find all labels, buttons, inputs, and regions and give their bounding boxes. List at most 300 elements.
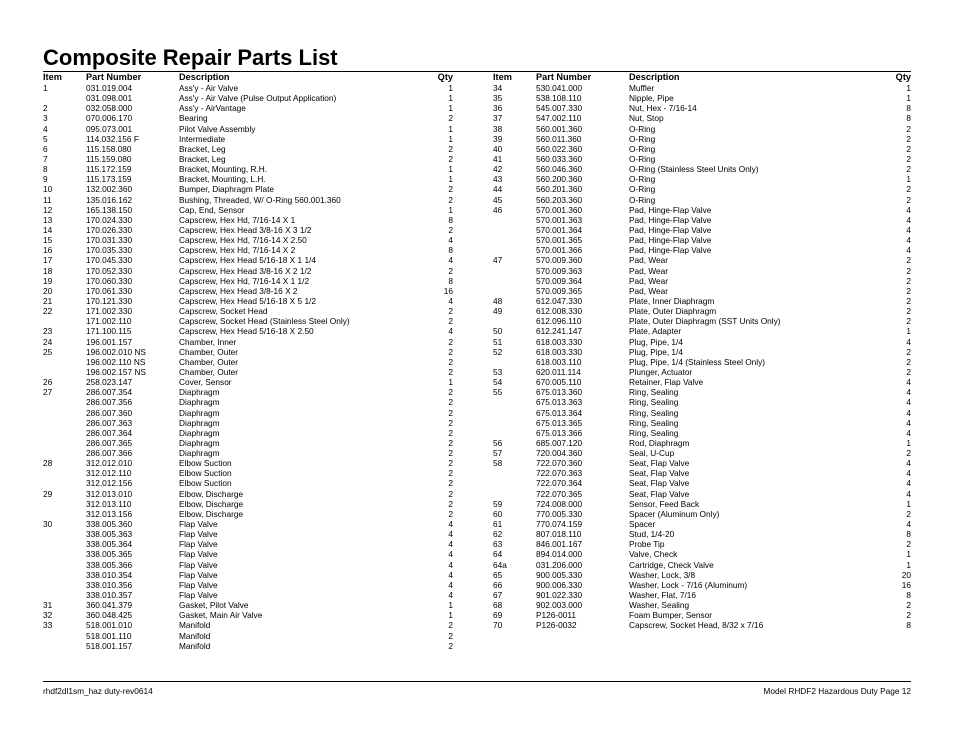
cell-item: 2 — [43, 103, 48, 114]
cell-part-number: 538.108.110 — [536, 93, 582, 104]
table-row — [43, 154, 453, 164]
cell-item: 1 — [43, 83, 48, 93]
cell-qty: 2 — [906, 255, 911, 266]
table-row — [493, 387, 911, 397]
cell-part-number: 135.016.162 — [86, 194, 133, 205]
cell-description: Capscrew, Hex Hd, 7/16-14 X 1 1/2 — [179, 275, 310, 286]
cell-part-number: 560.046.360 — [536, 164, 583, 175]
cell-qty: 1 — [906, 83, 911, 93]
cell-part-number: 901.022.330 — [536, 590, 583, 601]
header-qty: Qty — [895, 72, 911, 82]
cell-part-number: 196.002.110 NS — [86, 356, 146, 367]
cell-part-number: 560.200.360 — [536, 174, 583, 185]
cell-part-number: 196.001.157 — [86, 336, 133, 347]
cell-part-number: 846.001.167 — [536, 539, 583, 550]
cell-qty: 4 — [448, 569, 453, 580]
cell-qty: 8 — [906, 590, 911, 601]
cell-item: 25 — [43, 346, 53, 357]
table-row — [43, 600, 453, 610]
cell-item: 36 — [493, 103, 503, 114]
cell-qty: 2 — [906, 133, 911, 144]
table-row — [43, 539, 453, 549]
cell-description: O-Ring — [629, 123, 656, 134]
header-qty: Qty — [437, 72, 453, 82]
table-row — [493, 347, 911, 357]
cell-qty: 4 — [906, 336, 911, 347]
cell-description: Ass'y - AirVantage — [179, 103, 246, 114]
cell-qty: 4 — [906, 488, 911, 499]
table-row — [493, 570, 911, 580]
cell-qty: 2 — [906, 164, 911, 175]
cell-qty: 4 — [906, 204, 911, 215]
cell-qty: 20 — [901, 569, 911, 580]
cell-part-number: 171.100.115 — [86, 326, 132, 337]
cell-qty: 1 — [448, 377, 453, 388]
table-row — [43, 174, 453, 184]
cell-qty: 2 — [448, 508, 453, 519]
cell-part-number: 170.045.330 — [86, 255, 133, 266]
cell-description: Capscrew, Socket Head, 8/32 x 7/16 — [629, 620, 764, 631]
cell-part-number: 312.013.156 — [86, 508, 133, 519]
cell-description: Flap Valve — [179, 579, 218, 590]
cell-part-number: P126-0032 — [536, 620, 577, 631]
table-row — [493, 539, 911, 549]
cell-description: Seat, Flap Valve — [629, 468, 690, 479]
cell-part-number: 902.003.000 — [536, 600, 583, 611]
cell-description: Retainer, Flap Valve — [629, 377, 704, 388]
table-row — [493, 245, 911, 255]
cell-qty: 4 — [906, 468, 911, 479]
cell-part-number: 170.060.330 — [86, 275, 133, 286]
cell-qty: 2 — [448, 417, 453, 428]
cell-qty: 2 — [448, 356, 453, 367]
header-description: Description — [179, 72, 230, 82]
cell-description: Manifold — [179, 620, 211, 631]
cell-qty: 2 — [448, 397, 453, 408]
header-part-number: Part Number — [86, 72, 142, 82]
cell-item: 64a — [493, 559, 507, 570]
cell-part-number: 560.201.360 — [536, 184, 583, 195]
table-row — [43, 408, 453, 418]
cell-qty: 4 — [448, 590, 453, 601]
cell-part-number: 570.009.364 — [536, 275, 583, 286]
cell-part-number: 170.024.330 — [86, 214, 133, 225]
cell-description: Spacer — [629, 519, 656, 530]
cell-part-number: 720.004.360 — [536, 448, 583, 459]
cell-qty: 2 — [906, 366, 911, 377]
cell-description: Capscrew, Hex Head 5/16-18 X 5 1/2 — [179, 295, 316, 306]
cell-qty: 1 — [448, 204, 453, 215]
cell-qty: 4 — [448, 539, 453, 550]
cell-qty: 2 — [906, 600, 911, 611]
cell-item: 44 — [493, 184, 503, 195]
table-row — [43, 205, 453, 215]
cell-item: 47 — [493, 255, 503, 266]
cell-item: 62 — [493, 529, 503, 540]
table-row — [493, 600, 911, 610]
table-row — [493, 357, 911, 367]
table-row — [43, 184, 453, 194]
cell-part-number: 338.005.363 — [86, 529, 133, 540]
cell-part-number: 312.012.010 — [86, 458, 133, 469]
cell-qty: 4 — [906, 427, 911, 438]
cell-description: Bumper, Diaphragm Plate — [179, 184, 275, 195]
cell-part-number: 900.006.330 — [536, 579, 583, 590]
cell-description: Probe Tip — [629, 539, 665, 550]
cell-qty: 4 — [448, 579, 453, 590]
table-row — [493, 519, 911, 529]
table-row — [43, 478, 453, 488]
cell-part-number: 518.001.110 — [86, 630, 132, 641]
cell-qty: 1 — [906, 174, 911, 185]
cell-item: 57 — [493, 448, 503, 459]
table-row — [493, 397, 911, 407]
cell-item: 13 — [43, 214, 53, 225]
cell-qty: 1 — [906, 437, 911, 448]
cell-qty: 1 — [448, 174, 453, 185]
table-row — [493, 103, 911, 113]
cell-description: Elbow Suction — [179, 478, 232, 489]
cell-part-number: 258.023.147 — [86, 377, 133, 388]
cell-description: Diaphragm — [179, 427, 220, 438]
cell-part-number: 132.002.360 — [86, 184, 133, 195]
cell-item: 4 — [43, 123, 48, 134]
cell-description: Rod, Diaphragm — [629, 437, 690, 448]
cell-qty: 2 — [448, 336, 453, 347]
table-row — [493, 326, 911, 336]
cell-part-number: 286.007.365 — [86, 437, 133, 448]
cell-description: Elbow Suction — [179, 458, 232, 469]
cell-qty: 2 — [448, 316, 453, 327]
cell-part-number: 338.005.366 — [86, 559, 133, 570]
cell-qty: 2 — [448, 153, 453, 164]
cell-description: Ass'y - Air Valve — [179, 83, 239, 93]
cell-part-number: 115.158.080 — [86, 143, 132, 154]
cell-item: 28 — [43, 458, 53, 469]
cell-part-number: 286.007.363 — [86, 417, 133, 428]
table-row — [493, 286, 911, 296]
cell-description: Manifold — [179, 630, 211, 641]
cell-item: 39 — [493, 133, 503, 144]
cell-description: Elbow, Discharge — [179, 498, 244, 509]
cell-item: 32 — [43, 610, 53, 621]
cell-item: 66 — [493, 579, 503, 590]
cell-qty: 4 — [906, 407, 911, 418]
cell-part-number: 675.013.366 — [536, 427, 583, 438]
table-row — [493, 367, 911, 377]
cell-qty: 4 — [448, 255, 453, 266]
cell-qty: 2 — [906, 295, 911, 306]
table-row — [43, 529, 453, 539]
table-row — [43, 519, 453, 529]
cell-qty: 4 — [448, 326, 453, 337]
cell-qty: 2 — [448, 448, 453, 459]
table-row — [493, 255, 911, 265]
cell-qty: 4 — [906, 377, 911, 388]
cell-item: 5 — [43, 133, 48, 144]
cell-qty: 2 — [448, 498, 453, 509]
table-row — [493, 134, 911, 144]
cell-description: Capscrew, Hex Hd, 7/16-14 X 2 — [179, 245, 296, 256]
cell-description: Ring, Sealing — [629, 407, 679, 418]
table-row — [43, 458, 453, 468]
cell-part-number: 894.014.000 — [536, 549, 583, 560]
cell-description: Chamber, Inner — [179, 336, 237, 347]
parts-table-left — [43, 72, 453, 651]
cell-qty: 4 — [906, 224, 911, 235]
cell-part-number: 560.033.360 — [536, 153, 583, 164]
cell-part-number: 722.070.365 — [536, 488, 583, 499]
cell-item: 22 — [43, 306, 53, 317]
cell-item: 20 — [43, 285, 53, 296]
table-row — [43, 438, 453, 448]
cell-qty: 4 — [906, 478, 911, 489]
cell-part-number: 570.009.363 — [536, 265, 583, 276]
header-item: Item — [493, 72, 512, 82]
table-row — [43, 549, 453, 559]
table-row — [493, 509, 911, 519]
cell-qty: 16 — [901, 579, 911, 590]
cell-part-number: 722.070.360 — [536, 458, 583, 469]
cell-description: Foam Bumper, Sensor — [629, 610, 713, 621]
cell-qty: 4 — [906, 214, 911, 225]
cell-part-number: 032.058.000 — [86, 103, 133, 114]
cell-qty: 4 — [906, 417, 911, 428]
cell-qty: 1 — [448, 164, 453, 175]
cell-description: Diaphragm — [179, 397, 220, 408]
cell-part-number: 338.005.365 — [86, 549, 133, 560]
cell-qty: 2 — [448, 143, 453, 154]
cell-item: 12 — [43, 204, 53, 215]
cell-description: Bracket, Mounting, L.H. — [179, 174, 266, 185]
cell-qty: 1 — [906, 326, 911, 337]
cell-description: Pad, Hinge-Flap Valve — [629, 204, 712, 215]
cell-item: 7 — [43, 153, 48, 164]
footer-doc-id: rhdf2dl1sm_haz duty-rev0614 — [43, 686, 153, 696]
cell-item: 45 — [493, 194, 503, 205]
cell-part-number: 312.012.110 — [86, 468, 132, 479]
cell-description: Sensor, Feed Back — [629, 498, 700, 509]
table-row — [43, 489, 453, 499]
cell-description: Seal, U-Cup — [629, 448, 675, 459]
table-row — [493, 144, 911, 154]
cell-description: Elbow Suction — [179, 468, 232, 479]
cell-part-number: 031.206.000 — [536, 559, 583, 570]
cell-part-number: 670.005.110 — [536, 377, 582, 388]
table-row — [43, 266, 453, 276]
table-row — [493, 184, 911, 194]
cell-description: Pad, Hinge-Flap Valve — [629, 224, 712, 235]
table-row — [493, 83, 911, 93]
cell-description: Gasket, Pilot Valve — [179, 600, 249, 611]
table-row — [493, 235, 911, 245]
table-row — [43, 428, 453, 438]
cell-description: Capscrew, Hex Head 5/16-18 X 1 1/4 — [179, 255, 316, 266]
cell-description: Elbow, Discharge — [179, 488, 244, 499]
table-row — [43, 387, 453, 397]
cell-description: Capscrew, Hex Head 3/8-16 X 3 1/2 — [179, 224, 312, 235]
cell-description: Capscrew, Socket Head (Stainless Steel Only) — [179, 316, 350, 327]
cell-qty: 2 — [448, 346, 453, 357]
table-row — [43, 367, 453, 377]
cell-part-number: 618.003.110 — [536, 356, 582, 367]
cell-item: 69 — [493, 610, 503, 621]
cell-item: 15 — [43, 235, 53, 246]
cell-qty: 2 — [448, 113, 453, 124]
cell-description: Plunger, Actuator — [629, 366, 693, 377]
cell-qty: 2 — [448, 366, 453, 377]
table-row — [493, 337, 911, 347]
cell-part-number: 360.048.425 — [86, 610, 133, 621]
cell-description: Bracket, Leg — [179, 153, 226, 164]
header-item: Item — [43, 72, 62, 82]
cell-qty: 1 — [448, 600, 453, 611]
cell-part-number: 675.013.365 — [536, 417, 583, 428]
table-row — [493, 499, 911, 509]
cell-description: Pad, Wear — [629, 265, 669, 276]
cell-part-number: 545.007.330 — [536, 103, 583, 114]
cell-item: 49 — [493, 306, 503, 317]
cell-part-number: 675.013.364 — [536, 407, 583, 418]
table-row — [493, 468, 911, 478]
cell-qty: 4 — [448, 529, 453, 540]
cell-description: O-Ring — [629, 143, 656, 154]
cell-description: Plug, Pipe, 1/4 — [629, 346, 683, 357]
cell-part-number: 170.035.330 — [86, 245, 133, 256]
table-row — [493, 610, 911, 620]
cell-qty: 2 — [448, 224, 453, 235]
cell-description: Chamber, Outer — [179, 356, 239, 367]
cell-part-number: 570.001.363 — [536, 214, 583, 225]
cell-part-number: 165.138.150 — [86, 204, 133, 215]
cell-item: 14 — [43, 224, 53, 235]
cell-part-number: 115.173.159 — [86, 174, 132, 185]
table-row — [493, 489, 911, 499]
table-row — [43, 326, 453, 336]
table-row — [43, 499, 453, 509]
cell-description: Pad, Wear — [629, 285, 669, 296]
cell-part-number: 286.007.360 — [86, 407, 133, 418]
cell-qty: 4 — [906, 519, 911, 530]
cell-qty: 2 — [906, 610, 911, 621]
cell-description: Pad, Wear — [629, 255, 669, 266]
cell-qty: 1 — [906, 559, 911, 570]
cell-item: 50 — [493, 326, 503, 337]
cell-part-number: 807.018.110 — [536, 529, 582, 540]
cell-description: Pad, Hinge-Flap Valve — [629, 245, 712, 256]
cell-part-number: 170.031.330 — [86, 235, 133, 246]
table-row — [493, 590, 911, 600]
cell-item: 24 — [43, 336, 53, 347]
cell-description: Intermediate — [179, 133, 226, 144]
cell-description: Plate, Inner Diaphragm — [629, 295, 715, 306]
table-row — [43, 296, 453, 306]
cell-qty: 4 — [448, 235, 453, 246]
footer-rule — [43, 681, 911, 682]
table-row — [493, 174, 911, 184]
cell-qty: 2 — [906, 184, 911, 195]
cell-description: Manifold — [179, 640, 211, 651]
cell-description: Capscrew, Hex Head 3/8-16 X 2 — [179, 285, 298, 296]
cell-qty: 2 — [448, 488, 453, 499]
cell-item: 42 — [493, 164, 503, 175]
cell-item: 61 — [493, 519, 503, 530]
parts-table-right — [493, 72, 911, 631]
table-row — [493, 448, 911, 458]
cell-description: Chamber, Outer — [179, 346, 239, 357]
cell-part-number: 570.001.364 — [536, 224, 583, 235]
cell-description: Ass'y - Air Valve (Pulse Output Application) — [179, 93, 337, 104]
cell-part-number: 171.002.330 — [86, 306, 133, 317]
table-row — [493, 225, 911, 235]
cell-part-number: 570.001.360 — [536, 204, 583, 215]
cell-part-number: 171.002.110 — [86, 316, 132, 327]
cell-qty: 2 — [906, 275, 911, 286]
cell-qty: 4 — [906, 235, 911, 246]
cell-item: 67 — [493, 590, 503, 601]
cell-description: Flap Valve — [179, 569, 218, 580]
cell-part-number: 518.001.157 — [86, 640, 133, 651]
table-row — [43, 93, 453, 103]
table-row — [43, 377, 453, 387]
cell-item: 35 — [493, 93, 503, 104]
cell-part-number: 560.022.360 — [536, 143, 583, 154]
table-row — [493, 154, 911, 164]
table-row — [43, 641, 453, 651]
cell-item: 6 — [43, 143, 48, 154]
table-row — [43, 418, 453, 428]
cell-description: Valve, Check — [629, 549, 678, 560]
cell-part-number: 170.026.330 — [86, 224, 133, 235]
cell-description: Flap Valve — [179, 559, 218, 570]
table-row — [43, 235, 453, 245]
cell-item: 51 — [493, 336, 503, 347]
cell-item: 60 — [493, 508, 503, 519]
cell-description: O-Ring (Stainless Steel Units Only) — [629, 164, 759, 175]
table-row — [493, 458, 911, 468]
cell-description: Bearing — [179, 113, 208, 124]
cell-description: Washer, Lock - 7/16 (Aluminum) — [629, 579, 748, 590]
cell-description: Capscrew, Socket Head — [179, 306, 268, 317]
table-row — [43, 468, 453, 478]
cell-qty: 2 — [906, 346, 911, 357]
table-row — [43, 286, 453, 296]
cell-description: Flap Valve — [179, 529, 218, 540]
cell-item: 37 — [493, 113, 503, 124]
cell-qty: 1 — [448, 83, 453, 93]
cell-description: Plug, Pipe, 1/4 (Stainless Steel Only) — [629, 356, 766, 367]
table-row — [493, 478, 911, 488]
cell-part-number: 170.121.330 — [86, 295, 133, 306]
cell-description: O-Ring — [629, 133, 656, 144]
cell-description: Nut, Stop — [629, 113, 664, 124]
cell-part-number: 560.001.360 — [536, 123, 583, 134]
cell-description: Chamber, Outer — [179, 366, 239, 377]
cell-part-number: 570.001.366 — [536, 245, 583, 256]
cell-part-number: 286.007.356 — [86, 397, 133, 408]
footer-page-label: Model RHDF2 Hazardous Duty Page 12 — [763, 686, 911, 696]
cell-qty: 2 — [448, 306, 453, 317]
table-row — [493, 529, 911, 539]
cell-part-number: 360.041.379 — [86, 600, 133, 611]
cell-part-number: 312.012.156 — [86, 478, 133, 489]
cell-item: 9 — [43, 174, 48, 185]
cell-description: Elbow, Discharge — [179, 508, 244, 519]
table-row — [493, 438, 911, 448]
cell-item: 56 — [493, 437, 503, 448]
table-row — [43, 570, 453, 580]
cell-qty: 2 — [448, 407, 453, 418]
